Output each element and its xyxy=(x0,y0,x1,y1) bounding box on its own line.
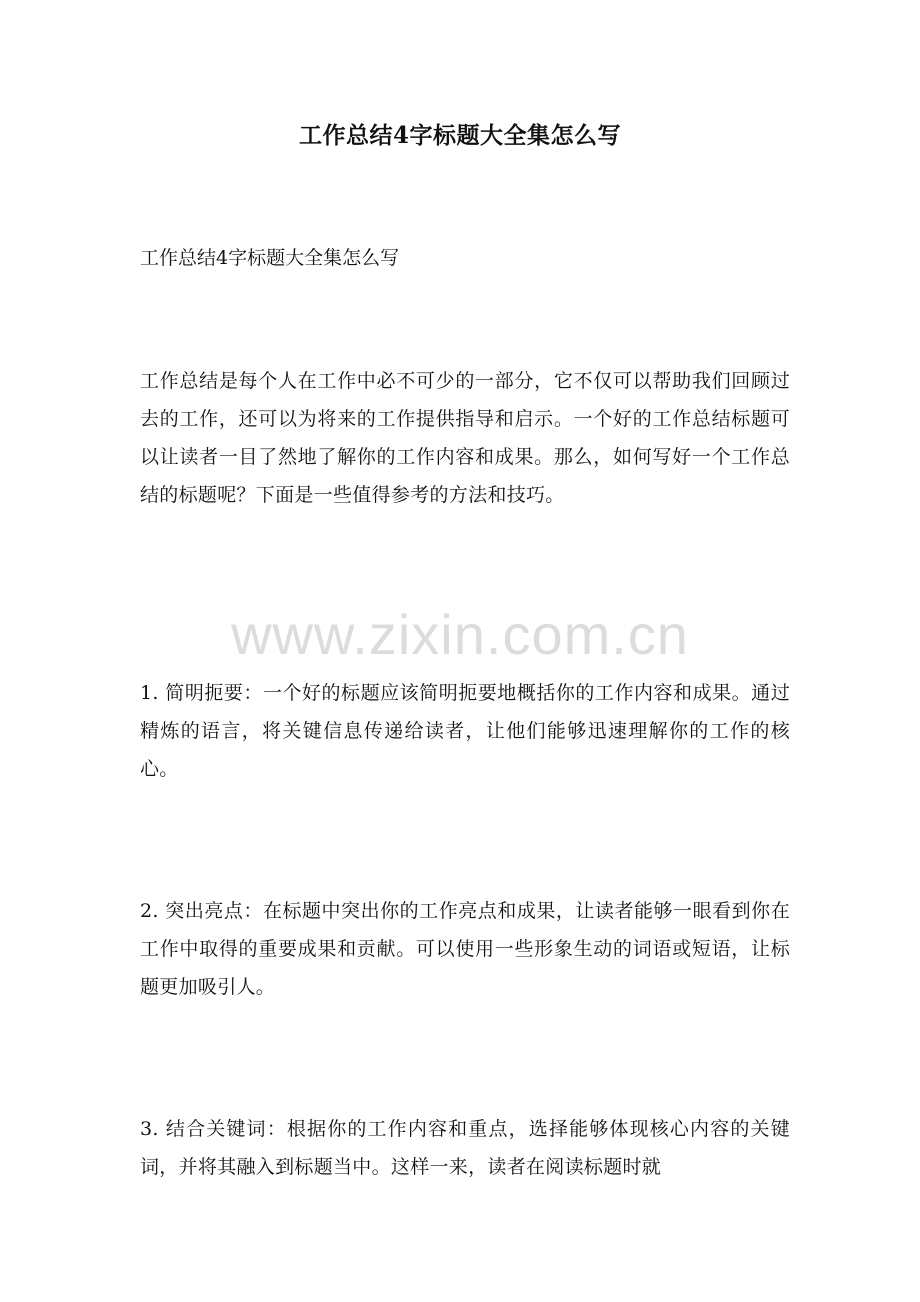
tip-paragraph-2: 2. 突出亮点：在标题中突出你的工作亮点和成果，让读者能够一眼看到你在工作中取得的重要成果和贡献。可以使用一些形象生动的词语或短语，让标题更加吸引人。 xyxy=(140,900,790,998)
tip-paragraph-3: 3. 结合关键词：根据你的工作内容和重点，选择能够体现核心内容的关键词，并将其融入到标题当中。这样一来，读者在阅读标题时就 xyxy=(140,1118,790,1178)
intro-paragraph: 工作总结是每个人在工作中必不可少的一部分，它不仅可以帮助我们回顾过去的工作，还可以为将来的工作提供指导和启示。一个好的工作总结标题可以让读者一目了然地了解你的工作内容和成果。那么，如何写好一个工作总结的标题呢？下面是一些值得参考的方法和技巧。 xyxy=(140,370,790,506)
document-subtitle: 工作总结4字标题大全集怎么写 xyxy=(140,247,400,269)
tip-paragraph-1: 1. 简明扼要：一个好的标题应该简明扼要地概括你的工作内容和成果。通过精炼的语言，将关键信息传递给读者，让他们能够迅速理解你的工作的核心。 xyxy=(140,682,790,780)
document-title: 工作总结4字标题大全集怎么写 xyxy=(298,122,621,149)
watermark-text: www.zixin.com.cn xyxy=(231,603,689,666)
